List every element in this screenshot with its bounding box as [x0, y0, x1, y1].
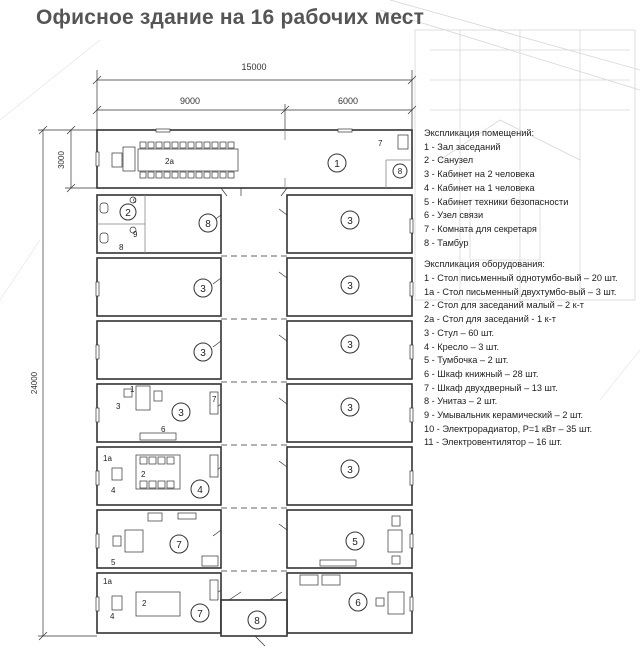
room-label-3d: 3	[200, 348, 206, 359]
equipment-legend-item: 9 - Умывальник керамический – 2 шт.	[424, 410, 584, 421]
equipment-legend-item: 2 - Стол для заседаний малый – 2 к-т	[424, 300, 584, 311]
page-title: Офисное здание на 16 рабочих мест	[36, 6, 425, 29]
equipment-legend-item: 1а - Стол письменный двухтумбо-вый – 3 шт.	[424, 286, 617, 297]
fl-2-cab7: 2	[142, 599, 147, 608]
fl-8-bath: 8	[119, 243, 124, 252]
equipment-legend-item: 5 - Тумбочка – 2 шт.	[424, 355, 509, 366]
room-label-7a: 7	[176, 540, 182, 551]
walls	[97, 130, 412, 636]
room-label-6: 6	[355, 598, 361, 609]
dim-total-height: 24000	[30, 371, 39, 395]
fl-9-bot: 9	[133, 230, 138, 239]
fl-5-cab7: 5	[111, 558, 116, 567]
rooms-legend-item: 5 - Кабинет техники безопасности	[424, 196, 569, 207]
fl-9-top: 9	[133, 199, 137, 205]
rooms-legend-heading: Экспликация помещений:	[424, 128, 535, 138]
fl-1a-cab7: 1а	[103, 577, 112, 586]
room-label-3c: 3	[347, 281, 353, 292]
rooms-legend-item: 7 - Комната для секретаря	[424, 223, 537, 234]
fl-4-cab4: 4	[111, 486, 116, 495]
fl-2-cab4: 2	[141, 470, 146, 479]
room-label-7b: 7	[197, 609, 203, 620]
equipment-legend-item: 2а - Стол для заседаний - 1 к-т	[424, 314, 556, 325]
rooms-legend-item: 6 - Узел связи	[424, 210, 484, 221]
fl-3-cab3: 3	[116, 402, 121, 411]
dim-right-width: 6000	[337, 96, 359, 106]
equipment-legend-item: 11 - Электровентилятор – 16 шт.	[424, 437, 563, 448]
room-label-3h: 3	[347, 465, 353, 476]
room-label-8-entry: 8	[254, 616, 260, 627]
equipment-legend-heading: Экспликация оборудования:	[424, 259, 545, 270]
rooms-legend-item: 2 - Санузел	[424, 155, 474, 166]
room-label-8-small: 8	[397, 167, 403, 176]
room-label-2: 2	[125, 208, 131, 219]
fl-7-cab3: 7	[212, 395, 217, 404]
legend	[424, 127, 624, 450]
room-label-8-bath: 8	[205, 219, 211, 230]
rooms-legend-item: 1 - Зал заседаний	[424, 141, 501, 152]
rooms-legend-item: 3 - Кабинет на 2 человека	[424, 169, 535, 180]
room-label-3g: 3	[347, 403, 353, 414]
room-label-5: 5	[352, 537, 358, 548]
room-label-3f: 3	[178, 408, 184, 419]
dim-total-width: 15000	[241, 62, 267, 72]
room-label-4: 4	[197, 485, 203, 496]
room-label-3b: 3	[200, 284, 206, 295]
fl-4-cab7: 4	[110, 612, 115, 621]
fl-7-top: 7	[378, 139, 383, 148]
room-label-1: 1	[334, 159, 340, 170]
rooms-legend-item: 4 - Кабинет на 1 человека	[424, 182, 535, 193]
rooms-legend-item: 8 - Тамбур	[424, 237, 469, 248]
equipment-legend-item: 10 - Электрорадиатор, Р=1 кВт – 35 шт.	[424, 423, 593, 434]
equipment-legend-item: 1 - Стол письменный однотумбо-вый – 20 шт.	[424, 273, 618, 284]
dim-left-width: 9000	[179, 96, 201, 106]
equipment-legend-item: 3 - Стул – 60 шт.	[424, 327, 495, 338]
fl-1-cab3: 1	[130, 385, 135, 394]
room-label-3a: 3	[347, 216, 353, 227]
equipment-legend-item: 8 - Унитаз – 2 шт.	[424, 396, 498, 407]
equipment-legend-item: 7 - Шкаф двухдверный – 13 шт.	[424, 382, 558, 393]
fl-6-cab3: 6	[161, 425, 166, 434]
equipment-legend-item: 6 - Шкаф книжный – 28 шт.	[424, 368, 539, 379]
equipment-legend-item: 4 - Кресло – 3 шт.	[424, 341, 500, 352]
fl-2a: 2а	[165, 157, 174, 166]
fl-1a-cab4: 1а	[103, 454, 112, 463]
dim-top-height: 3000	[57, 151, 66, 169]
room-label-3e: 3	[347, 340, 353, 351]
